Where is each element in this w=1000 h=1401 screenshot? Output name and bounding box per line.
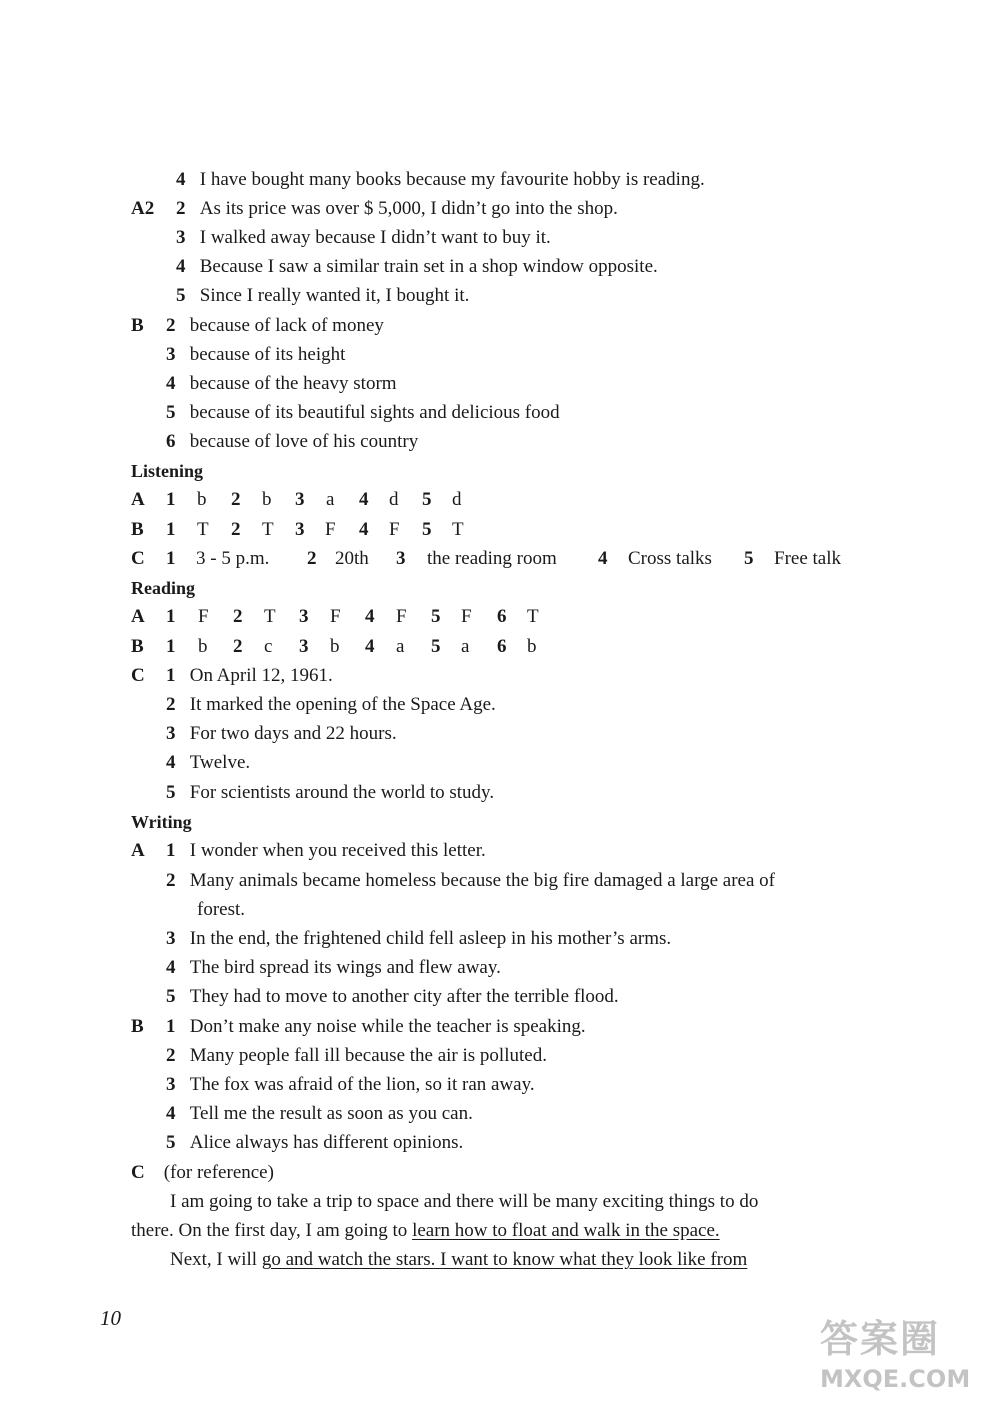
item-line: 5 For scientists around the world to study. — [166, 782, 495, 803]
item-line: 4 because of the heavy storm — [166, 373, 397, 394]
writing-b-label: B — [131, 1016, 144, 1037]
b-label: B — [131, 315, 144, 336]
item-line: 4 Tell me the result as soon as you can. — [166, 1103, 473, 1124]
item-line: 5 Since I really wanted it, I bought it. — [176, 285, 470, 306]
watermark-cn-text: 答案圈 — [820, 1317, 941, 1361]
section-heading-writing: Writing — [131, 812, 192, 832]
item-line: 4 Twelve. — [166, 752, 251, 773]
item-line: 1 Don’t make any noise while the teacher is speaking. — [166, 1016, 586, 1037]
item-line: 3 I walked away because I didn’t want to buy it. — [176, 227, 551, 248]
paragraph-line: there. On the first day, I am going to learn how to float and walk in the space. — [131, 1220, 720, 1241]
item-line: 3 For two days and 22 hours. — [166, 723, 397, 744]
item-line: 5 Alice always has different opinions. — [166, 1132, 464, 1153]
item-line: 2 Many people fall ill because the air is polluted. — [166, 1045, 547, 1066]
item-line: 3 The fox was afraid of the lion, so it ran away. — [166, 1074, 535, 1095]
item-line: 5 They had to move to another city after the terrible flood. — [166, 986, 619, 1007]
paragraph-line: Next, I will go and watch the stars. I want to know what they look like from — [170, 1249, 748, 1270]
paragraph-line: I am going to take a trip to space and there will be many exciting things to do — [170, 1191, 759, 1212]
item-line: 3 because of its height — [166, 344, 346, 365]
item-line: 2 As its price was over $ 5,000, I didn’t go into the shop. — [176, 198, 618, 219]
page-number: 10 — [100, 1306, 121, 1330]
item-line: 6 because of love of his country — [166, 431, 419, 452]
item-line-continuation: forest. — [197, 899, 246, 920]
item-line: 5 because of its beautiful sights and delicious food — [166, 402, 560, 423]
item-line: 2 It marked the opening of the Space Age. — [166, 694, 496, 715]
watermark-logo — [820, 1308, 990, 1396]
answer-key-page: 4 I have bought many books because my favourite hobby is reading. A2 2 As its price was over $ 5,000, I didn’t go into the shop. 3 I walked away because I didn’t want to buy it. 4 Because I saw a similar train set in a shop window opposite. 5 Since I really wanted it, I bought it. B 2 because of lack of money 3 because of its height 4 because of the heavy storm 5 because of its beautiful sights and delicious food 6 because of love of his country Listening A 1 b 2 b 3 a 4 d 5 d B 1 T 2 T 3 F 4 F 5 T C 1 3 - 5 p.m. 2 20th 3 the reading room 4 Cross talks 5 Free talk Reading A 1 F 2 T 3 F 4 F 5 F 6 T B 1 b 2 c 3 b 4 a 5 a 6 b C 1 On April 12, 1961. 2 It marked the opening of the Space Age. 3 For two days and 22 hours. 4 Twelve. 5 For scientists around the world to study. Writing A 1 I wonder when you received this letter. 2 Many animals became homeless because the big fire damaged a large area of forest. 3 In the end, the frightened child fell asleep in his mother’s arms. 4 The bird spread its wings and flew away. 5 They had to move to another city after the terrible flood. B 1 Don’t make any noise while the teacher is speaking. 2 Many people fall ill because the air is polluted. 3 The fox was afraid of the lion, so it ran away. 4 Tell me the result as soon as you can. 5 Alice always has different opinions. C (for reference) I am going to take a trip to space and there will be many exciting things to do there. On the first day, I am going to learn how to float and walk in the space. Next, I will go and watch the stars. I want to know what they look like from 10 答案圈 MXQE.COM — [0, 0, 1000, 1401]
writing-a-label: A — [131, 840, 145, 861]
item-line: 4 Because I saw a similar train set in a shop window opposite. — [176, 256, 658, 277]
item-line: 1 I wonder when you received this letter. — [166, 840, 486, 861]
item-line: 4 I have bought many books because my favourite hobby is reading. — [176, 169, 705, 190]
section-heading-reading: Reading — [131, 578, 196, 598]
item-line: 1 On April 12, 1961. — [166, 665, 333, 686]
section-heading-listening: Listening — [131, 461, 204, 481]
item-line: 2 Many animals became homeless because the big fire damaged a large area of — [166, 870, 775, 891]
a2-label: A2 — [131, 198, 155, 219]
reading-c-label: C — [131, 665, 145, 686]
item-line: 3 In the end, the frightened child fell asleep in his mother’s arms. — [166, 928, 672, 949]
watermark-en-text: MXQE.COM — [820, 1365, 971, 1393]
item-line: 4 The bird spread its wings and flew away. — [166, 957, 501, 978]
item-line: 2 because of lack of money — [166, 315, 384, 336]
writing-c-label: C (for reference) — [131, 1162, 274, 1183]
